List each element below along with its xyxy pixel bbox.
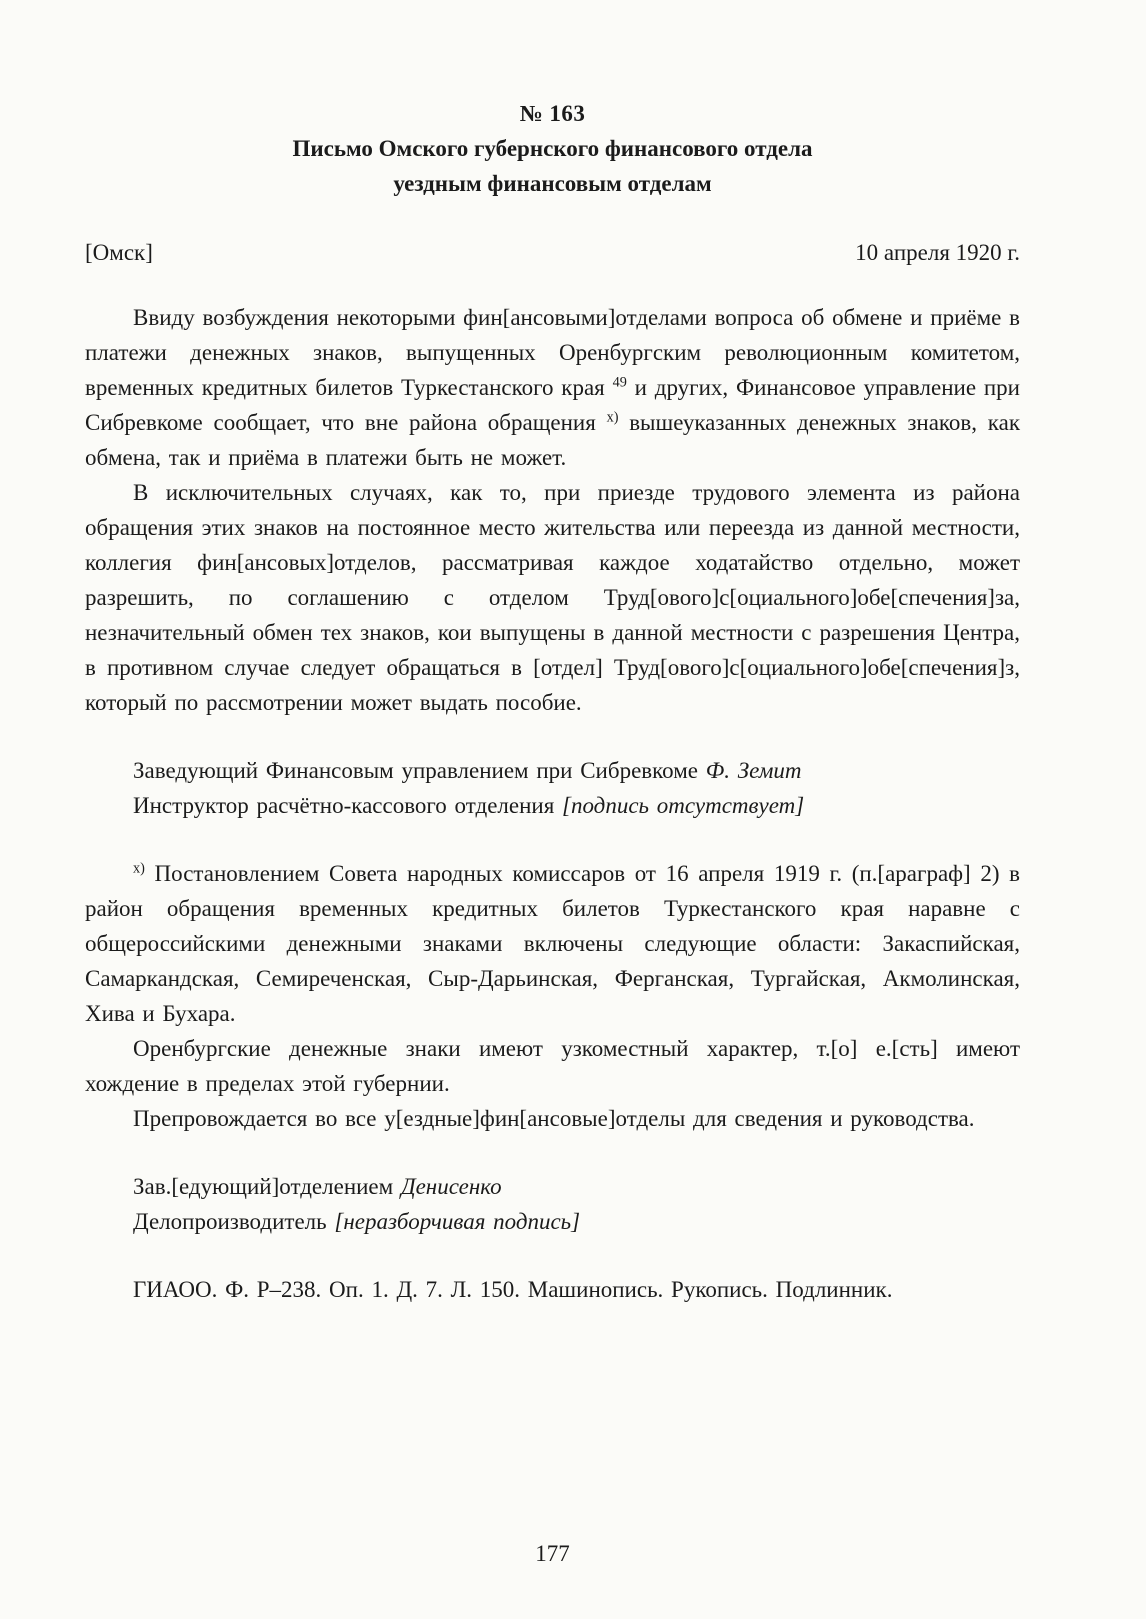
footnote-text-1: Постановлением Совета народных комиссаров от 16 апреля 1919 г. (п.[араграф] 2) в район обращения временных кредитных билетов Туркестанского края наравне с общероссийскими денежными знаками включены следующие области: Закаспийская, Самаркандская, Семиреченская, Сыр-Дарьинская, Ферганская, Тургайская, Акмолинская, Хива и Бухара. [85, 861, 1020, 1026]
archive-reference: ГИАОО. Ф. Р–238. Оп. 1. Д. 7. Л. 150. Машинопись. Рукопись. Подлинник. [133, 1277, 893, 1302]
signature-line-1 [85, 753, 1020, 788]
footnote-paragraph-2: Оренбургские денежные знаки имеют узкоместный характер, т.[о] е.[сть] имеют хождение в пределах этой губернии. [85, 1036, 1020, 1096]
signature-name-1: Ф. Земит [705, 758, 802, 783]
document-number: № 163 [519, 101, 586, 126]
date-label: 10 апреля 1920 г. [855, 240, 1020, 265]
closing-line-1 [85, 1169, 1020, 1204]
paragraph-1-text-b: и других, Финансовое управление при Сибревкоме сообщает, что вне района обращения [85, 375, 1020, 435]
footnote-paragraph-3: Препровождается во все у[ездные]фин[ансовые]отделы для сведения и руководства. [133, 1106, 975, 1131]
document-title-line-1: Письмо Омского губернского финансового отдела [292, 136, 813, 161]
closing-signature-block [85, 1169, 1020, 1239]
closing-name-1: Денисенко [400, 1174, 502, 1199]
signature-role-1: Заведующий Финансовым управлением при Сибревкоме [133, 758, 706, 783]
signature-note-2: [подпись отсутствует] [562, 793, 805, 818]
dateline [85, 235, 1020, 270]
footnote-marker-x: х) [133, 860, 145, 877]
footnote-block [85, 856, 1020, 1136]
body-paragraph-2: В исключительных случаях, как то, при приезде трудового элемента из района обращения этих знаков на постоянное место жительства или переезда из данной местности, коллегия фин[ансовых]отделов, рассматривая каждое ходатайство отдельно, может разрешить, по соглашению с отделом Труд[ового]с[оциального]обе[спечения]за, незначительный обмен тех знаков, кои выпущены в данной местности с разрешения Центра, в противном случае следует обращаться в [отдел] Труд[ового]с[оциального]обе[спечения]з, который по рассмотрении может выдать пособие. [85, 480, 1020, 715]
document-title-line-2: уездным финансовым отделам [393, 171, 712, 196]
closing-note-2: [неразборчивая подпись] [334, 1209, 581, 1234]
paragraph-1-text-c: вышеуказанных денежных знаков, как обмена, так и приёма в платежи быть не может. [85, 410, 1020, 470]
footnote-reference-49: 49 [612, 374, 627, 391]
signature-block [85, 753, 1020, 823]
footnote-reference-x: х) [606, 409, 619, 426]
footnote-paragraph-1 [85, 856, 1020, 1031]
paragraph-1-text-a: Ввиду возбуждения некоторыми фин[ансовыми]отделами вопроса об обмене и приёме в платежи денежных знаков, выпущенных Оренбургским революционным комитетом, временных кредитных билетов Туркестанского края [85, 305, 1020, 400]
closing-line-2 [85, 1204, 1020, 1239]
signature-line-2 [85, 788, 1020, 823]
page-number: 177 [535, 1541, 570, 1566]
closing-role-1: Зав.[едующий]отделением [133, 1174, 401, 1199]
closing-role-2: Делопроизводитель [133, 1209, 335, 1234]
place-label: [Омск] [85, 240, 153, 265]
signature-role-2: Инструктор расчётно-кассового отделения [133, 793, 563, 818]
document-heading [85, 96, 1020, 201]
body-paragraph-1 [85, 300, 1020, 475]
